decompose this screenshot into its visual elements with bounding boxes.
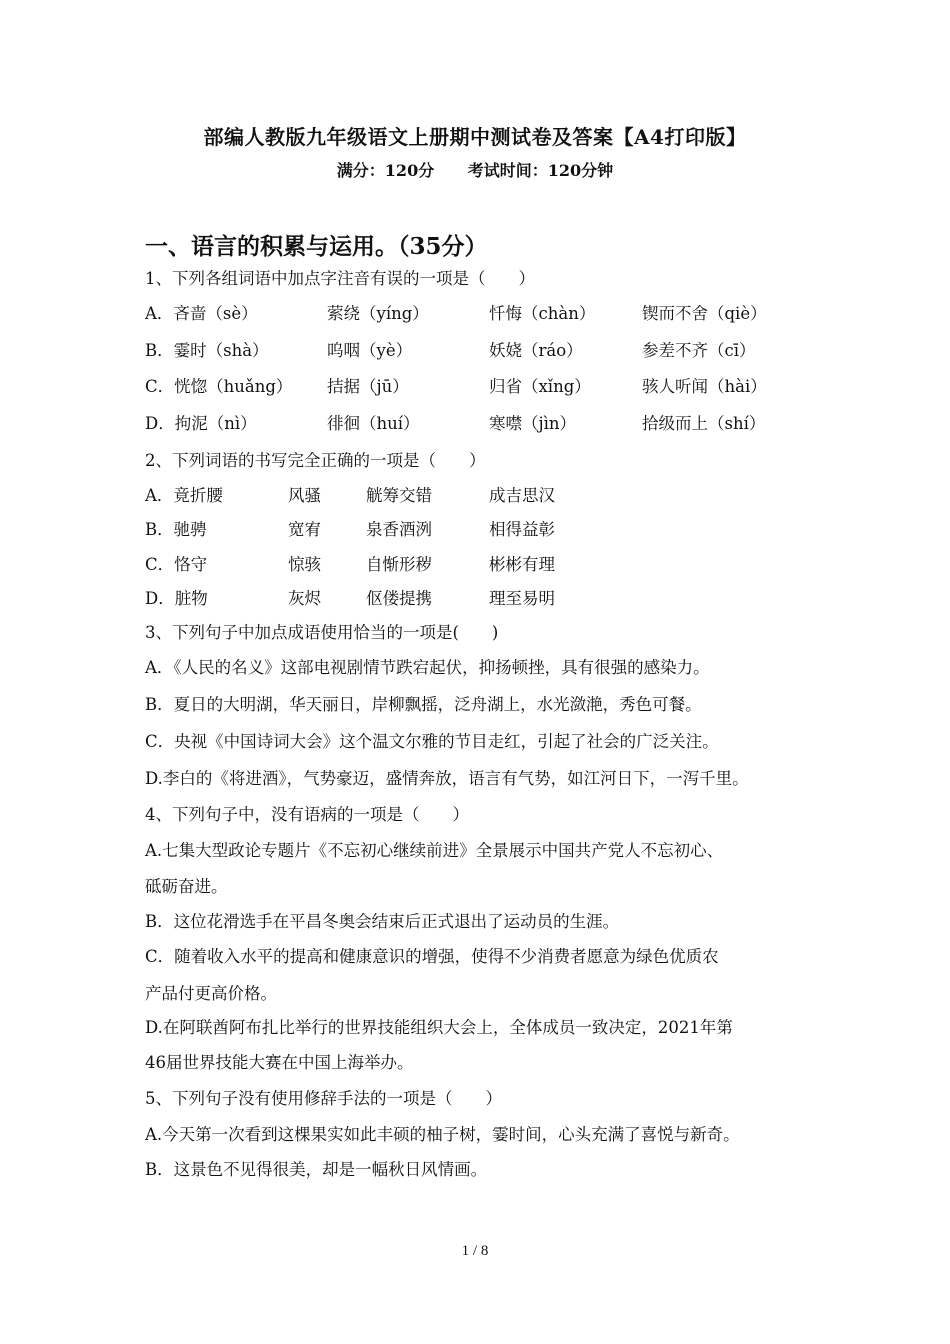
q2-stem: 2、下列词语的书写完全正确的一项是（ ） (145, 451, 486, 470)
q1-option-d-2: 徘徊（huí） (327, 414, 420, 433)
q1-option-b-1: B．霎时（shà） (145, 341, 269, 360)
q1-option-d-4: 拾级而上（shí） (642, 414, 766, 433)
q1-option-b-4: 参差不齐（cī） (642, 341, 756, 360)
q4-option-c-line1: C．随着收入水平的提高和健康意识的增强，使得不少消费者愿意为绿色优质农 (145, 947, 719, 966)
q4-option-a-line2: 砥砺奋进。 (145, 877, 228, 896)
q1-option-a-4: 锲而不舍（qiè） (642, 304, 767, 323)
q3-option-c: C．央视《中国诗词大会》这个温文尔雅的节目走红，引起了社会的广泛关注。 (145, 732, 719, 751)
q2-option-c-3: 自惭形秽 (366, 555, 432, 574)
q2-option-a-4: 成吉思汉 (489, 486, 555, 505)
q2-option-d-2: 灰烬 (288, 589, 321, 608)
q3-option-a: A．《人民的名义》这部电视剧情节跌宕起伏，抑扬顿挫，具有很强的感染力。 (145, 658, 710, 677)
document-title: 部编人教版九年级语文上册期中测试卷及答案【A4打印版】 (203, 125, 747, 149)
q1-option-d-3: 寒噤（jìn） (489, 414, 577, 433)
q1-option-c-3: 归省（xǐng） (489, 377, 591, 396)
q1-option-a-1: A．吝啬（sè） (145, 304, 258, 323)
q1-option-b-2: 呜咽（yè） (327, 341, 413, 360)
q4-option-d-line1: D.在阿联酋阿布扎比举行的世界技能组织大会上，全体成员一致决定，2021年第 (145, 1018, 733, 1037)
page-number: 1 / 8 (461, 1243, 489, 1259)
q2-option-b-3: 泉香酒洌 (366, 520, 432, 539)
q1-option-c-2: 拮据（jū） (327, 377, 409, 396)
q2-option-b-1: B．驰骋 (145, 520, 207, 539)
q2-option-a-1: A．竟折腰 (145, 486, 223, 505)
q2-option-d-4: 理至易明 (489, 589, 555, 608)
q2-option-b-4: 相得益彰 (489, 520, 555, 539)
q1-option-a-3: 忏悔（chàn） (489, 304, 596, 323)
exam-time: 考试时间：120分钟 (467, 161, 614, 180)
q1-stem: 1、下列各组词语中加点字注音有误的一项是（ ） (145, 269, 535, 288)
q2-option-d-3: 伛偻提携 (366, 589, 432, 608)
q1-option-b-3: 妖娆（ráo） (489, 341, 583, 360)
q4-option-a-line1: A.七集大型政论专题片《不忘初心继续前进》全景展示中国共产党人不忘初心、 (145, 841, 724, 860)
q2-option-a-3: 觥筹交错 (366, 486, 432, 505)
full-score: 满分：120分 (336, 161, 435, 180)
q1-option-c-4: 骇人听闻（hài） (642, 377, 767, 396)
q3-stem: 3、下列句子中加点成语使用恰当的一项是( ) (145, 623, 499, 642)
q5-option-b: B．这景色不见得很美，却是一幅秋日风情画。 (145, 1160, 488, 1179)
q2-option-b-2: 宽宥 (288, 520, 321, 539)
section-heading: 一、语言的积累与运用。（35分） (145, 233, 488, 260)
q1-option-d-1: D．拘泥（nì） (145, 414, 257, 433)
q4-option-b: B．这位花滑选手在平昌冬奥会结束后正式退出了运动员的生涯。 (145, 912, 620, 931)
q2-option-c-1: C．恪守 (145, 555, 208, 574)
q5-option-a: A.今天第一次看到这棵果实如此丰硕的柚子树，霎时间，心头充满了喜悦与新奇。 (145, 1125, 740, 1144)
q2-option-c-2: 惊骇 (288, 555, 321, 574)
q3-option-b: B．夏日的大明湖，华天丽日，岸柳飘摇，泛舟湖上，水光潋滟，秀色可餐。 (145, 695, 702, 714)
q2-option-a-2: 风骚 (288, 486, 321, 505)
q1-option-c-1: C．恍惚（huǎng） (145, 377, 293, 396)
q5-stem: 5、下列句子没有使用修辞手法的一项是（ ） (145, 1089, 502, 1108)
q2-option-d-1: D．脏物 (145, 589, 208, 608)
q3-option-d: D.李白的《将进酒》，气势豪迈，盛情奔放，语言有气势，如江河日下，一泻千里。 (145, 769, 749, 788)
q1-option-a-2: 萦绕（yíng） (327, 304, 429, 323)
q4-option-c-line2: 产品付更高价格。 (145, 984, 277, 1003)
q4-stem: 4、下列句子中，没有语病的一项是（ ） (145, 805, 469, 824)
exam-info (0, 158, 950, 181)
q2-option-c-4: 彬彬有理 (489, 555, 555, 574)
q4-option-d-line2: 46届世界技能大赛在中国上海举办。 (145, 1053, 414, 1072)
